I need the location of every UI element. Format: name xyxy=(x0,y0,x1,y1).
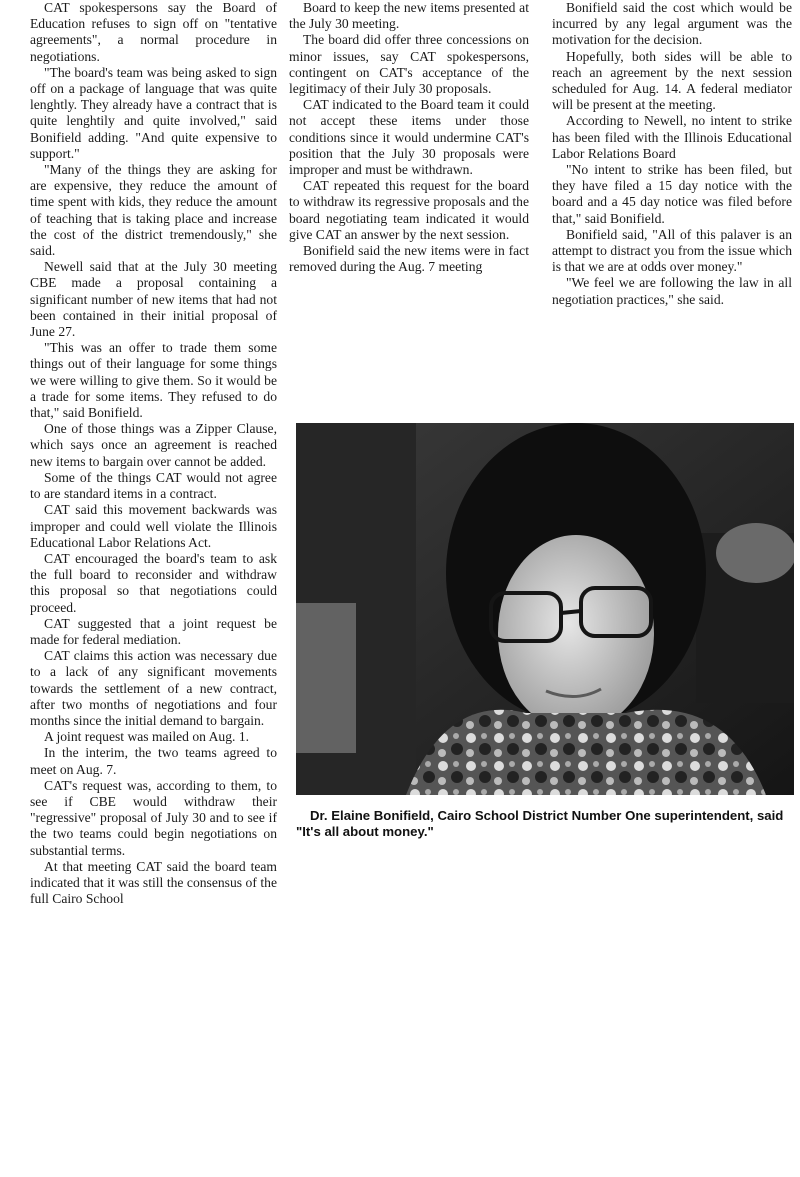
article-paragraph: According to Newell, no intent to strike has been filed with the Illinois Educational Labor Relations Board xyxy=(552,113,792,161)
article-paragraph: Bonifield said the new items were in fact removed during the Aug. 7 meeting xyxy=(289,243,529,275)
article-paragraph: Newell said that at the July 30 meeting CBE made a proposal containing a significant number of new items that had not been contained in their initial proposal of June 27. xyxy=(30,259,277,340)
article-paragraph: The board did offer three concessions on minor issues, say CAT spokespersons, contingent on CAT's acceptance of the legitimacy of their July 30 proposals. xyxy=(289,32,529,97)
article-column-2 xyxy=(289,0,529,275)
article-paragraph: Bonifield said the cost which would be incurred by any legal argument was the motivation for the decision. xyxy=(552,0,792,48)
article-column-1 xyxy=(30,0,277,907)
article-paragraph: Some of the things CAT would not agree to are standard items in a contract. xyxy=(30,469,277,502)
article-paragraph: CAT claims this action was necessary due to a lack of any significant movements towards the settlement of a new contract, after two months of negotiations and four months since the initial demand to bargain. xyxy=(30,648,277,728)
article-paragraph: CAT's request was, according to them, to see if CBE would withdraw their "regressive" proposal of July 30 and to see if the two teams could begin negotiations on substantial terms. xyxy=(30,777,277,858)
article-paragraph: A joint request was mailed on Aug. 1. xyxy=(44,729,250,745)
article-paragraph: CAT indicated to the Board team it could not accept these items under those conditions since it would undermine CAT's position that the July 30 proposals were improper and must be withdrawn. xyxy=(289,97,529,178)
article-column-3 xyxy=(552,0,792,308)
article-paragraph: Hopefully, both sides will be able to reach an agreement by the next session scheduled for Aug. 14. A federal mediator will be present at the meeting. xyxy=(552,48,792,113)
article-paragraph: One of those things was a Zipper Clause, which says once an agreement is reached new items to bargain over cannot be added. xyxy=(30,421,277,469)
photo-caption: Dr. Elaine Bonifield, Cairo School District Number One superintendent, said "It's all about money." xyxy=(296,808,784,839)
news-photo xyxy=(296,423,794,795)
article-paragraph: CAT repeated this request for the board to withdraw its regressive proposals and the board negotiating team indicated it would give CAT an answer by the next session. xyxy=(289,178,529,242)
article-paragraph: "We feel we are following the law in all negotiation practices," she said. xyxy=(552,275,792,307)
article-paragraph: "Many of the things they are asking for are expensive, they reduce the amount of time spent with kids, they reduce the amount of teaching that is taking place and increase the cost of the district tremendously," she said. xyxy=(30,162,277,259)
portrait-illustration xyxy=(296,423,794,795)
article-paragraph: CAT encouraged the board's team to ask the full board to reconsider and withdraw this proposal so that negotiations could proceed. xyxy=(30,550,277,615)
article-paragraph: CAT suggested that a joint request be made for federal mediation. xyxy=(30,615,277,647)
article-paragraph: At that meeting CAT said the board team indicated that it was still the consensus of the full Cairo School xyxy=(30,858,277,907)
article-paragraph: "The board's team was being asked to sign off on a package of language that was quite lenghtly. They already have a contract that is quite lenghtily and quite involved," said Bonifield adding. "And quite expensive to support." xyxy=(30,64,277,161)
article-paragraph: "No intent to strike has been filed, but they have filed a 15 day notice with the board and a 45 day notice was filed before that," said Bonifield. xyxy=(552,162,792,226)
article-paragraph: In the interim, the two teams agreed to meet on Aug. 7. xyxy=(30,745,277,777)
article-paragraph: CAT spokespersons say the Board of Education refuses to sign off on "tentative agreements", a normal procedure in negotiations. xyxy=(30,0,277,64)
article-paragraph: Board to keep the new items presented at the July 30 meeting. xyxy=(289,0,529,32)
article-paragraph: CAT said this movement backwards was improper and could well violate the Illinois Educational Labor Relations Act. xyxy=(30,502,277,550)
article-paragraph: Bonifield said, "All of this palaver is an attempt to distract you from the issue which is that we are at odds over money." xyxy=(552,226,792,275)
article-paragraph: "This was an offer to trade them some things out of their language for some things we were willing to give them. So it would be a trade for some items. They refused to do that," said Bonifield. xyxy=(30,340,277,421)
